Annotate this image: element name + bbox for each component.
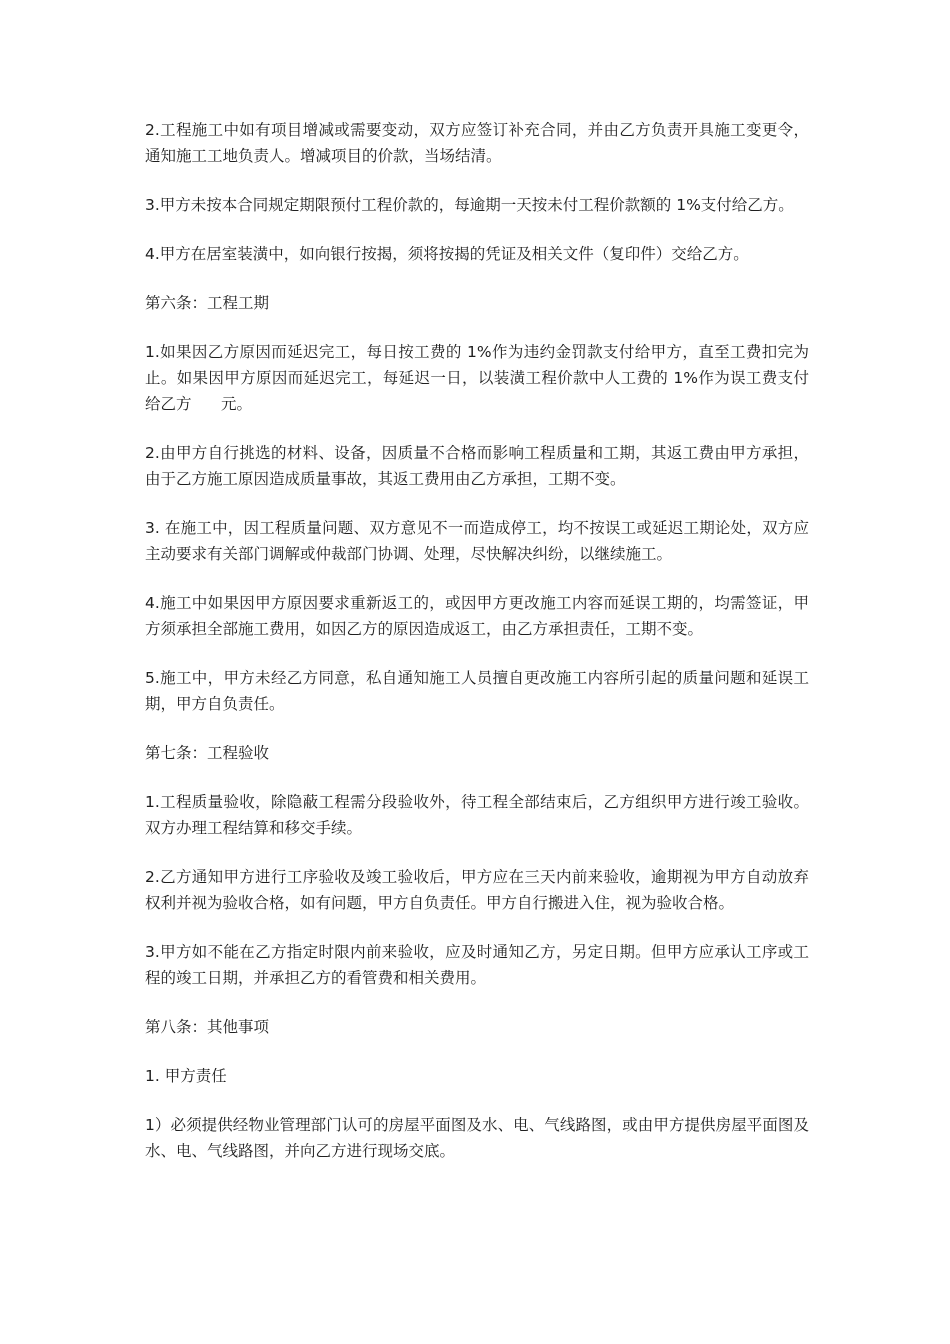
paragraph-article7-item1: 1.工程质量验收，除隐蔽工程需分段验收外，待工程全部结束后，乙方组织甲方进行竣工验收。双方办理工程结算和移交手续。 (145, 793, 809, 837)
paragraph-article6-item2: 2.由甲方自行挑选的材料、设备，因质量不合格而影响工程质量和工期，其返工费由甲方承担，由于乙方施工原因造成质量事故，其返工费用由乙方承担，工期不变。 (145, 444, 809, 488)
paragraph-article6-item5: 5.施工中，甲方未经乙方同意，私自通知施工人员擅自更改施工内容所引起的质量问题和延误工期，甲方自负责任。 (145, 669, 809, 713)
paragraph-article6-item4: 4.施工中如果因甲方原因要求重新返工的，或因甲方更改施工内容而延误工期的，均需签证，甲方须承担全部施工费用，如因乙方的原因造成返工，由乙方承担责任，工期不变。 (145, 594, 809, 638)
heading-article6: 第六条：工程工期 (145, 294, 270, 312)
paragraph-article5-item3: 3.甲方未按本合同规定期限预付工程价款的，每逾期一天按未付工程价款额的 1%支付给乙方。 (145, 196, 794, 214)
paragraph-article7-item3: 3.甲方如不能在乙方指定时限内前来验收，应及时通知乙方，另定日期。但甲方应承认工序或工程的竣工日期，并承担乙方的看管费和相关费用。 (145, 943, 809, 987)
document-body (145, 117, 809, 1187)
heading-article7: 第七条：工程验收 (145, 744, 270, 762)
paragraph-article8-item1-sub1: 1）必须提供经物业管理部门认可的房屋平面图及水、电、气线路图，或由甲方提供房屋平面图及水、电、气线路图，并向乙方进行现场交底。 (145, 1116, 809, 1160)
paragraph-article5-item4: 4.甲方在居室装潢中，如向银行按揭，须将按揭的凭证及相关文件（复印件）交给乙方。 (145, 245, 749, 263)
paragraph-article6-item3: 3. 在施工中，因工程质量问题、双方意见不一而造成停工，均不按误工或延迟工期论处，双方应主动要求有关部门调解或仲裁部门协调、处理，尽快解决纠纷，以继续施工。 (145, 519, 809, 563)
paragraph-article8-item1: 1. 甲方责任 (145, 1067, 227, 1085)
paragraph-article7-item2: 2.乙方通知甲方进行工序验收及竣工验收后，甲方应在三天内前来验收，逾期视为甲方自动放弃权利并视为验收合格，如有问题，甲方自负责任。甲方自行搬进入住，视为验收合格。 (145, 868, 809, 912)
paragraph-article6-item1: 1.如果因乙方原因而延迟完工，每日按工费的 1%作为违约金罚款支付给甲方，直至工费扣完为止。如果因甲方原因而延迟完工，每延迟一日，以装潢工程价款中人工费的 1%作为误工费支付给乙方 元。 (145, 343, 809, 413)
heading-article8: 第八条：其他事项 (145, 1018, 270, 1036)
paragraph-article5-item2: 2.工程施工中如有项目增减或需要变动，双方应签订补充合同，并由乙方负责开具施工变更令，通知施工工地负责人。增减项目的价款，当场结清。 (145, 121, 809, 165)
